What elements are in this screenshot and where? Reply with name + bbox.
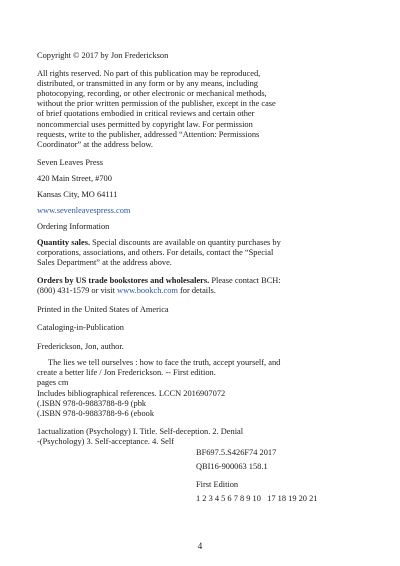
rights-line: of brief quotations embodied in critical reviews and certain other [37, 109, 255, 118]
printed-in: Printed in the United States of America [37, 305, 169, 314]
publisher-website-line [37, 206, 367, 216]
quantity-sales-line [37, 238, 367, 248]
rights-line: without the prior written permission of the publisher, except in the case [37, 99, 276, 108]
cip-pages: pages cm [37, 378, 69, 387]
trade-orders-line [37, 286, 367, 296]
edition: First Edition [196, 480, 239, 489]
trade-details: for details. [177, 286, 216, 295]
copyright-line: Copyright © 2017 by Jon Frederickson [37, 51, 169, 60]
rights-line: Coordinator” at the address below. [37, 140, 153, 149]
quantity-sales-text: Special discounts are available on quantity purchases by [90, 238, 281, 247]
cip-classification: BF697.5.S426F74 2017 [196, 448, 277, 457]
rights-line: distributed, or transmitted in any form or by any means, including [37, 79, 258, 88]
rights-line: requests, write to the publisher, addressed “Attention: Permissions [37, 130, 260, 139]
cip-includes: Includes bibliographical references. LCCN 2016907072 [37, 389, 226, 398]
trade-phone: (800) 431-1579 or visit [37, 286, 118, 295]
cip-title: The lies we tell ourselves : how to face the truth, accept yourself, and [48, 358, 281, 367]
trade-orders-text: Please contact BCH: [209, 276, 281, 285]
publisher-website-link[interactable]: www.sevenleavespress.com [37, 206, 131, 215]
ordering-heading: Ordering Information [37, 222, 110, 231]
publisher-name: Seven Leaves Press [37, 158, 104, 167]
cip-classification: QBI16-900063 158.1 [196, 462, 268, 471]
publisher-street: 420 Main Street, #700 [37, 174, 112, 183]
quantity-sales-line: Sales Department” at the address above. [37, 258, 172, 267]
cip-author: Frederickson, Jon, author. [37, 342, 124, 351]
printing-line: 1 2 3 4 5 6 7 8 9 10 17 18 19 20 21 [196, 494, 318, 503]
cip-heading: Cataloging-in-Publication [37, 323, 124, 332]
page-number: 4 [197, 541, 203, 551]
quantity-sales-line: corporations, associations, and others. For details, contact the “Special [37, 248, 274, 257]
trade-orders-line [37, 276, 367, 286]
cip-subjects: 1actualization (Psychology) I. Title. Self-deception. 2. Denial [37, 427, 244, 436]
quantity-sales-label: Quantity sales. [37, 238, 91, 247]
cip-isbn: (.ISBN 978-0-9883788-9-6 (ebook [37, 409, 155, 418]
rights-line: All rights reserved. No part of this publication may be reproduced, [37, 69, 261, 78]
bookch-link[interactable]: www.bookch.com [117, 286, 178, 295]
publisher-city: Kansas City, MO 64111 [37, 190, 118, 199]
trade-orders-label: Orders by US trade bookstores and wholesalers. [37, 276, 210, 285]
cip-title: create a better life / Jon Frederickson. -- First edition. [37, 368, 216, 377]
cip-subjects: -(Psychology) 3. Self-acceptance. 4. Self [37, 437, 174, 446]
rights-line: photocopying, recording, or other electronic or mechanical methods, [37, 89, 267, 98]
cip-isbn: (.ISBN 978-0-9883788-8-9 (pbk [37, 399, 147, 408]
rights-line: noncommercial uses permitted by copyright law. For permission [37, 120, 253, 129]
